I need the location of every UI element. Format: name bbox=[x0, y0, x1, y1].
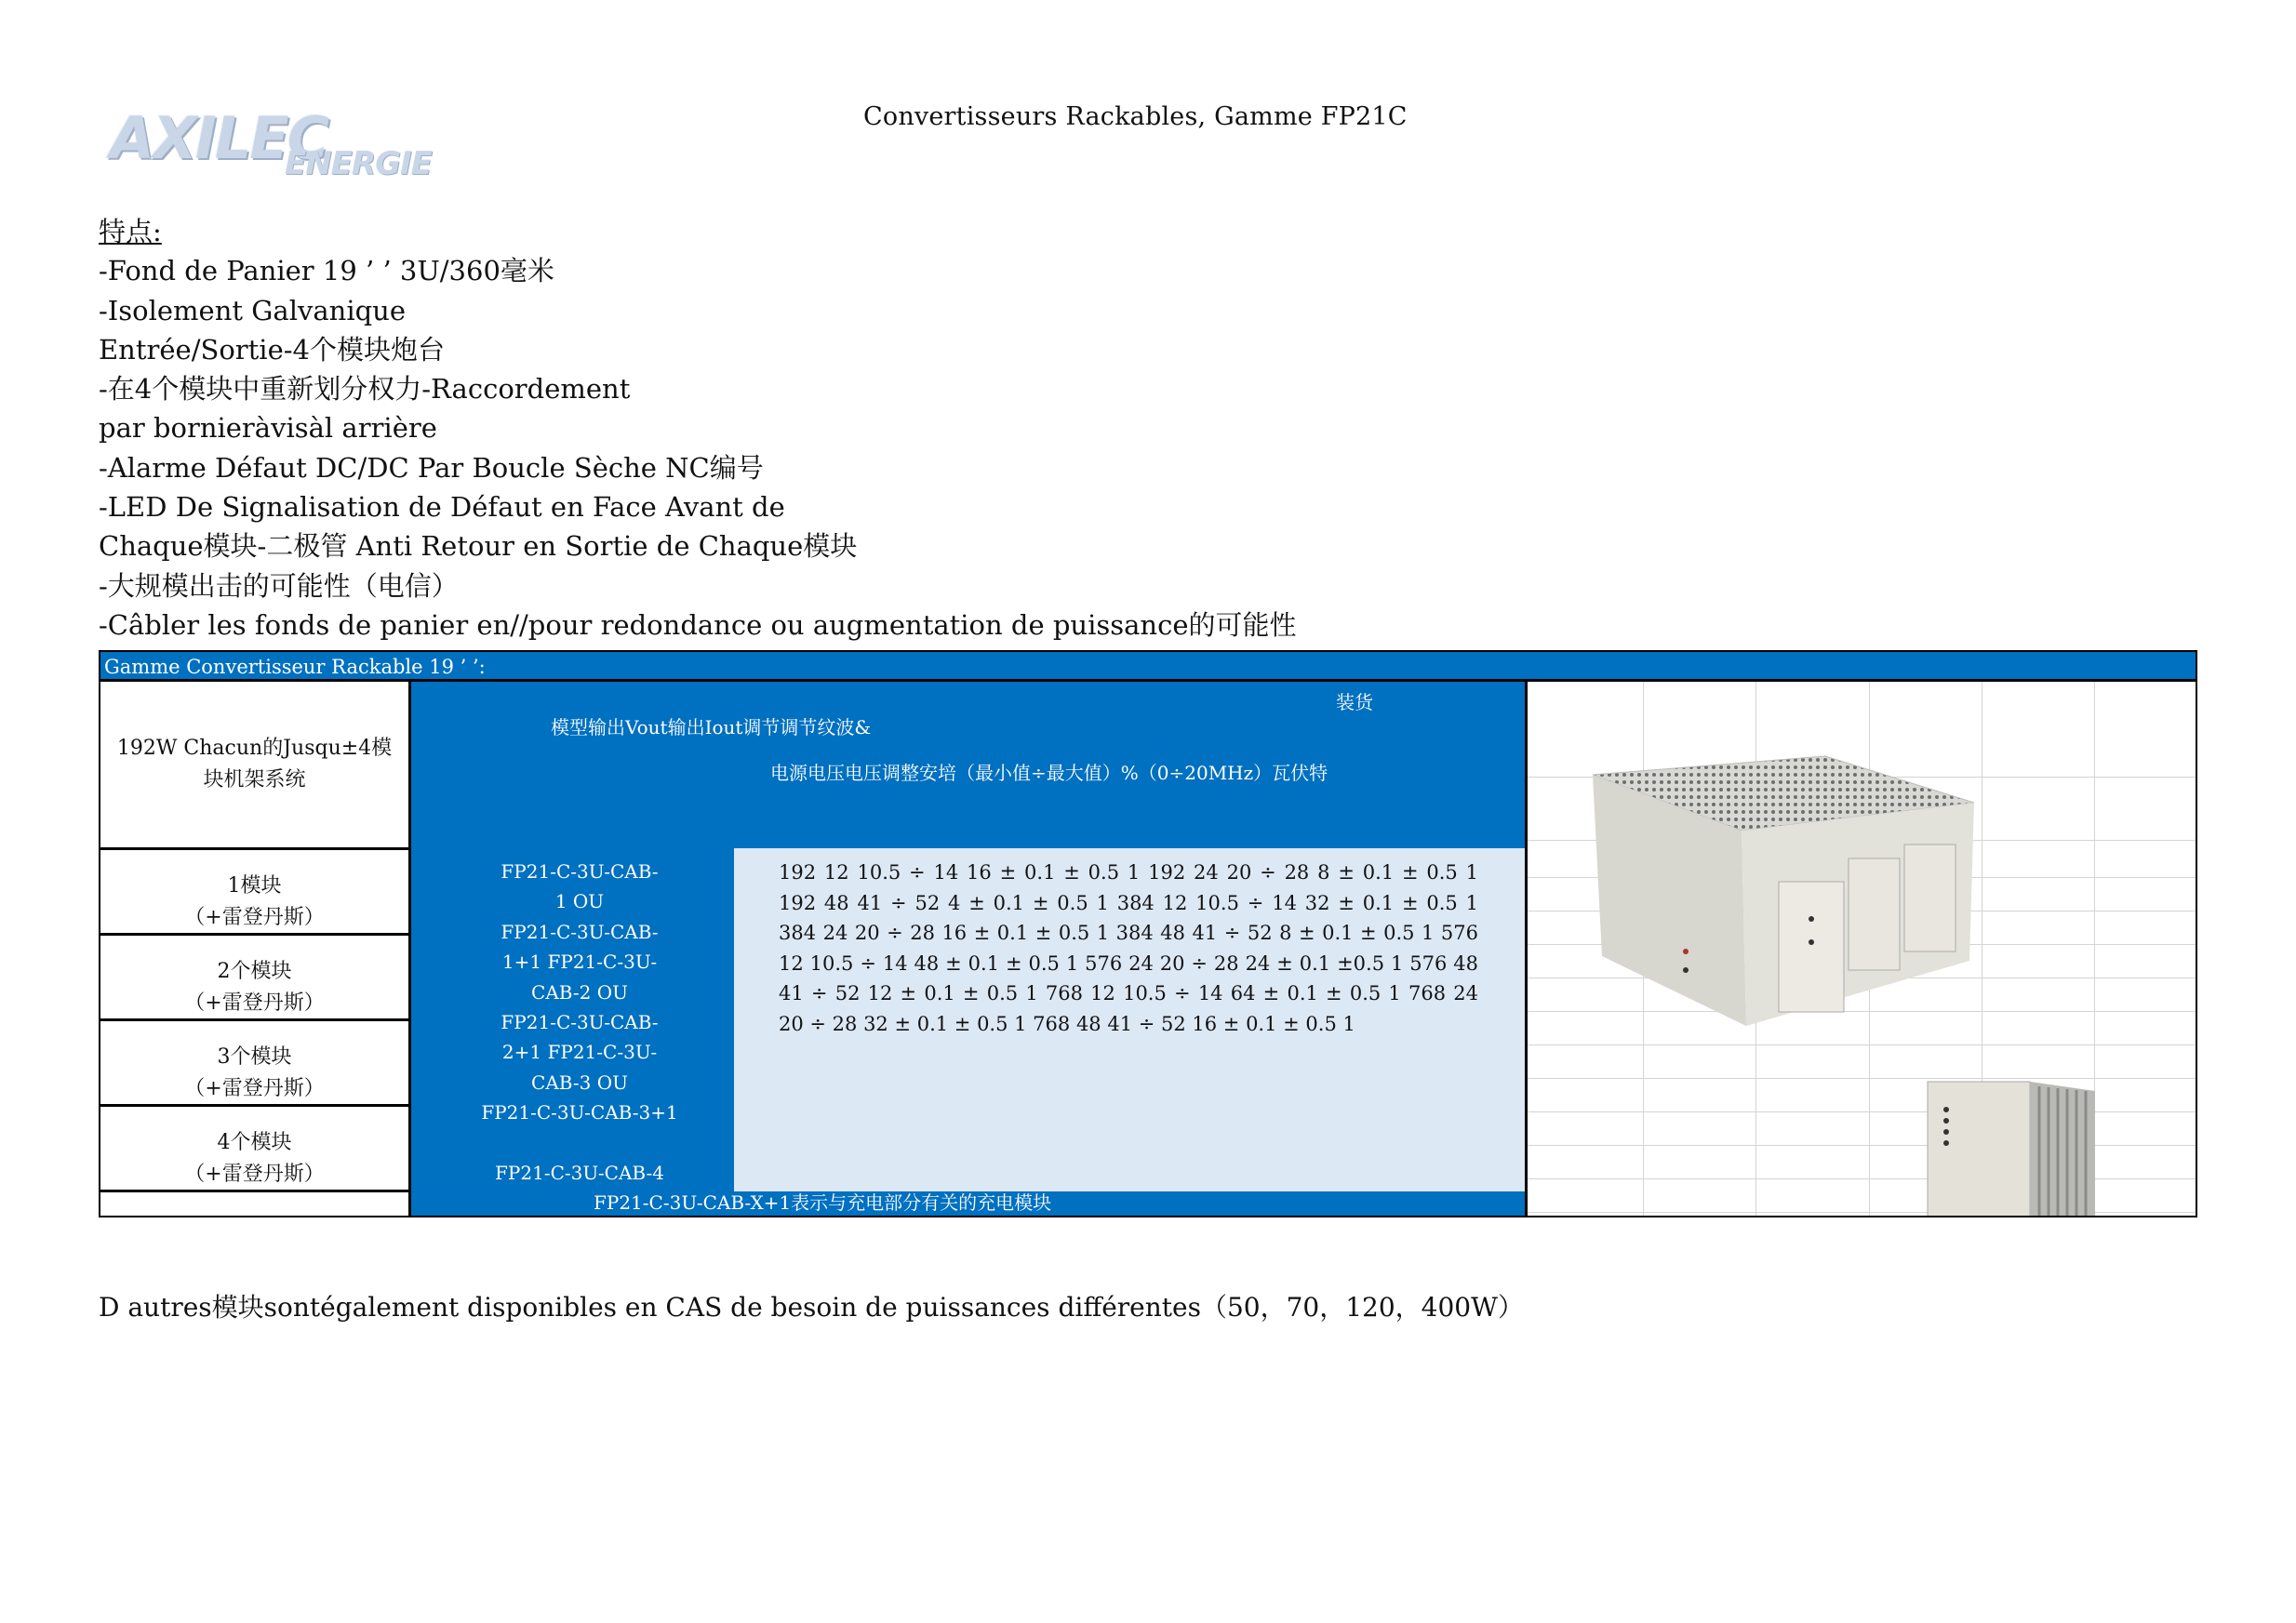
redundancy-note: （+雷登丹斯） bbox=[184, 1077, 325, 1100]
feature-line: -LED De Signalisation de Défaut en Face Avant de bbox=[99, 491, 785, 524]
module-count: 4个模块 bbox=[217, 1131, 292, 1154]
logo-sub-text: ENERGIE bbox=[285, 145, 432, 182]
feature-line: -在4个模块中重新划分权力-Raccordement bbox=[99, 373, 631, 406]
module-count: 1模块 bbox=[227, 874, 282, 898]
model-line: 1+1 FP21-C-3U- bbox=[501, 951, 658, 974]
table-row bbox=[100, 936, 408, 1021]
logo-main-text: AXILEC bbox=[110, 104, 328, 172]
specs-column bbox=[411, 682, 1525, 1216]
model-line: FP21-C-3U-CAB-4 bbox=[495, 1162, 664, 1185]
feature-line: -大规模出击的可能性（电信） bbox=[99, 569, 459, 602]
feature-line: par bornieràvisàl arrière bbox=[99, 412, 437, 445]
rack-chassis-photo bbox=[1583, 719, 1993, 1054]
specs-data-text: 192 12 10.5 ÷ 14 16 ± 0.1 ± 0.5 1 192 24 20 ÷ 28 8 ± 0.1 ± 0.5 1 192 48 41 ÷ 52 4 ± 0.1 ± 0.5 1 384 12 10.5 ÷ 14 32 ± 0.1 ± 0.5 1 384 24 20 ÷ 28 16 ± 0.1 ± 0.5 1 384 48 41 ÷ 52 8 ± 0.1 ± 0.5 1 576 12 10.5 ÷ 14 48 ± 0.1 ± 0.5 1 576 24 20 ÷ 28 24 ± 0.1 ±0.5 1 576 48 41 ÷ 52 12 ± 0.1 ± 0.5 1 768 12 10.5 ÷ 14 64 ± 0.1 ± 0.5 1 768 24 20 ÷ 28 32 ± 0.1 ± 0.5 1 768 48 41 ÷ 52 16 ± 0.1 ± 0.5 1 bbox=[779, 861, 1478, 1035]
table-row bbox=[100, 850, 408, 936]
model-line: CAB-2 OU bbox=[531, 980, 628, 1004]
specs-data-panel bbox=[734, 848, 1525, 1191]
table-row bbox=[100, 1107, 408, 1192]
converter-module-photo bbox=[1918, 1072, 2104, 1216]
model-line: FP21-C-3U-CAB- bbox=[501, 860, 659, 883]
feature-line: Entrée/Sortie-4个模块炮台 bbox=[99, 333, 445, 366]
document-title: Convertisseurs Rackables, Gamme FP21C bbox=[863, 102, 1408, 131]
module-count-column bbox=[100, 682, 411, 1216]
redundancy-note: （+雷登丹斯） bbox=[184, 991, 325, 1015]
model-list bbox=[476, 857, 683, 1188]
redundancy-note: （+雷登丹斯） bbox=[184, 1163, 325, 1186]
table-footnote: FP21-C-3U-CAB-X+1表示与充电部分有关的充电模块 bbox=[594, 1191, 1052, 1214]
model-line: FP21-C-3U-CAB- bbox=[501, 920, 659, 943]
feature-line: -Fond de Panier 19 ’ ’ 3U/360毫米 bbox=[99, 255, 554, 287]
module-count: 2个模块 bbox=[217, 960, 292, 983]
product-table bbox=[99, 650, 2197, 1217]
model-line: 2+1 FP21-C-3U- bbox=[501, 1041, 658, 1064]
feature-line: -Câbler les fonds de panier en//pour redondance ou augmentation de puissance的可能性 bbox=[99, 608, 1297, 641]
model-line: CAB-3 OU bbox=[531, 1071, 628, 1094]
axilec-energie-logo bbox=[110, 104, 445, 180]
feature-line: -Alarme Défaut DC/DC Par Boucle Sèche NC编号 bbox=[99, 451, 764, 484]
column-header-load: 装货 bbox=[1336, 691, 1373, 713]
redundancy-note: （+雷登丹斯） bbox=[184, 906, 325, 929]
rack-system-title: 192W Chacun的Jusqu±4模块机架系统 bbox=[100, 682, 408, 850]
feature-line: -Isolement Galvanique bbox=[99, 294, 407, 326]
footer-note: D autres模块sontégalement disponibles en CAS de besoin de puissances différentes（50，70，120，400W） bbox=[99, 1292, 1524, 1323]
model-line: 1 OU bbox=[554, 890, 605, 913]
features-list bbox=[99, 212, 1297, 645]
product-images-cell bbox=[1525, 682, 2196, 1216]
column-header-line1: 模型输出Vout输出Iout调节调节纹波& bbox=[551, 716, 872, 738]
model-line: FP21-C-3U-CAB- bbox=[501, 1011, 659, 1034]
column-header-line2: 电源电压电压调整安培（最小值÷最大值）%（0÷20MHz）瓦伏特 bbox=[770, 762, 1328, 784]
features-heading: 特点: bbox=[99, 216, 162, 247]
module-count: 3个模块 bbox=[217, 1045, 292, 1069]
model-line: FP21-C-3U-CAB-3+1 bbox=[481, 1101, 678, 1124]
model-line bbox=[476, 1128, 683, 1158]
feature-line: Chaque模块-二极管 Anti Retour en Sortie de Chaque模块 bbox=[99, 530, 858, 563]
table-header: Gamme Convertisseur Rackable 19 ’ ’: bbox=[100, 652, 2196, 682]
table-row bbox=[100, 1021, 408, 1107]
